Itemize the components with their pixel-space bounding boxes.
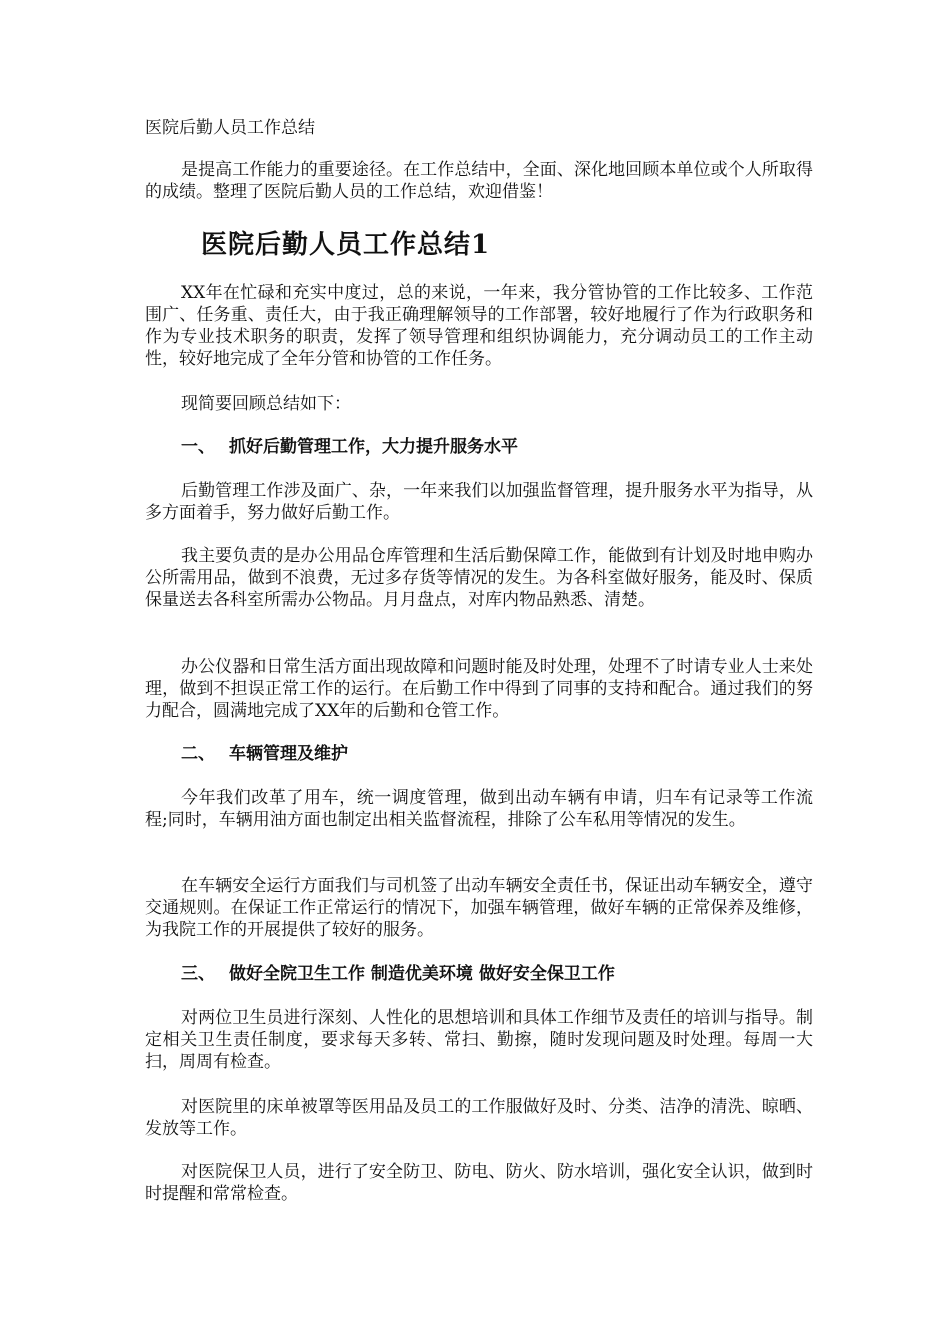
- paragraph-9: 对医院里的床单被罩等医用品及员工的工作服做好及时、分类、洁净的清洗、晾晒、发放等工作。: [145, 1097, 813, 1139]
- section-heading-2: [181, 743, 348, 765]
- section-number: 三、: [181, 964, 215, 984]
- paragraph-7: 在车辆安全运行方面我们与司机签了出动车辆安全责任书，保证出动车辆安全，遵守交通规则。在保证工作正常运行的情况下，加强车辆管理，做好车辆的正常保养及维修，为我院工作的开展提供了较好的服务。: [145, 876, 813, 940]
- section-title: 做好全院卫生工作 制造优美环境 做好安全保卫工作: [229, 964, 615, 984]
- paragraph-1: XX年在忙碌和充实中度过，总的来说，一年来，我分管协管的工作比较多、工作范围广、任务重、责任大，由于我正确理解领导的工作部署，较好地履行了作为行政职务和作为专业技术职务的职责，发挥了领导管理和组织协调能力，充分调动员工的工作主动性，较好地完成了全年分管和协管的工作任务。: [145, 283, 813, 369]
- section-number: 二、: [181, 744, 215, 764]
- intro-paragraph: 是提高工作能力的重要途径。在工作总结中，全面、深化地回顾本单位或个人所取得的成绩。整理了医院后勤人员的工作总结，欢迎借鉴！: [145, 160, 813, 202]
- paragraph-3: 后勤管理工作涉及面广、杂，一年来我们以加强监督管理，提升服务水平为指导，从多方面着手，努力做好后勤工作。: [145, 481, 813, 523]
- paragraph-10: 对医院保卫人员，进行了安全防卫、防电、防火、防水培训，强化安全认识，做到时时提醒和常常检查。: [145, 1162, 813, 1204]
- section-heading-3: [181, 963, 615, 985]
- section-title: 抓好后勤管理工作，大力提升服务水平: [229, 437, 518, 457]
- section-title: 车辆管理及维护: [229, 744, 348, 764]
- document-title: 医院后勤人员工作总结: [145, 118, 315, 138]
- paragraph-8: 对两位卫生员进行深刻、人性化的思想培训和具体工作细节及责任的培训与指导。制定相关卫生责任制度，要求每天多转、常扫、勤擦，随时发现问题及时处理。每周一大扫，周周有检查。: [145, 1008, 813, 1072]
- paragraph-5: 办公仪器和日常生活方面出现故障和问题时能及时处理，处理不了时请专业人士来处理，做到不担误正常工作的运行。在后勤工作中得到了同事的支持和配合。通过我们的努力配合，圆满地完成了XX年的后勤和仓管工作。: [145, 657, 813, 721]
- section-heading-1: [181, 436, 518, 458]
- section-number: 一、: [181, 437, 215, 457]
- main-heading: 医院后勤人员工作总结1: [201, 230, 491, 260]
- paragraph-2: 现简要回顾总结如下：: [181, 394, 351, 414]
- paragraph-6: 今年我们改革了用车，统一调度管理，做到出动车辆有申请，归车有记录等工作流程;同时，车辆用油方面也制定出相关监督流程，排除了公车私用等情况的发生。: [145, 788, 813, 830]
- paragraph-4: 我主要负责的是办公用品仓库管理和生活后勤保障工作，能做到有计划及时地申购办公所需用品，做到不浪费，无过多存货等情况的发生。为各科室做好服务，能及时、保质保量送去各科室所需办公物品。月月盘点，对库内物品熟悉、清楚。: [145, 546, 813, 610]
